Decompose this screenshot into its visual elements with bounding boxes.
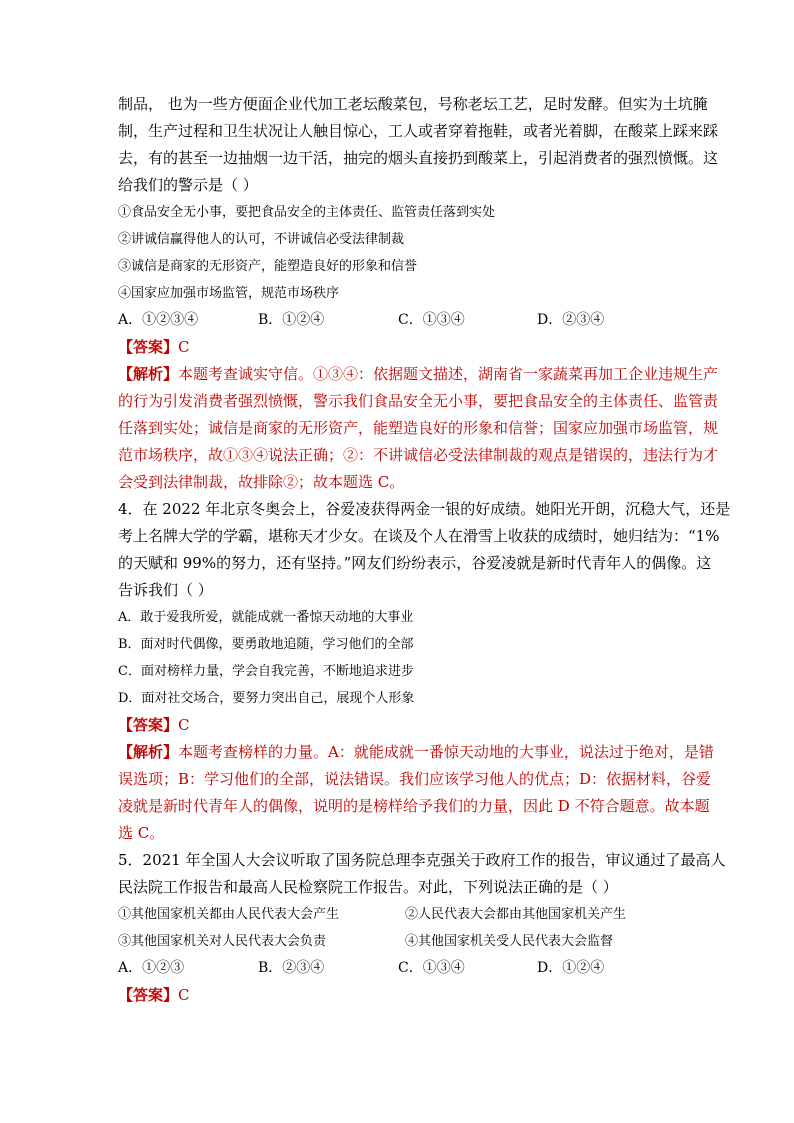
q5-items-row [118,901,688,928]
question-4 [118,496,731,847]
q3-stem-line: 去，有的甚至一边抽烟一边干活，抽完的烟头直接扔到酸菜上，引起消费者的强烈愤慨。这 [118,149,719,167]
q5-stem-line: 民法院工作报告和最高人民检察院工作报告。对此，下列说法正确的是（ ） [118,878,618,896]
q4-analysis-line [118,739,714,766]
q4-stem-line: 告诉我们（ ） [118,581,213,599]
q4-option-d: D．面对社交场合，要努力突出自己，展现个人形象 [118,691,415,706]
question-3 [118,91,719,496]
q3-item-1: ①食品安全无小事，要把食品安全的主体责任、监管责任落到实处 [118,205,496,220]
q3-analysis-line: 范市场秩序，故①③④说法正确；②：不讲诚信必受法律制裁的观点是错误的，违法行为才 [118,446,719,464]
q3-analysis-line: 会受到法律制裁，故排除②；故本题选 C。 [118,473,405,491]
q4-stem-line: 4．在 2022 年北京冬奥会上，谷爱凌获得两金一银的好成绩。她阳光开朗，沉稳大气，还是 [118,500,731,518]
q3-choices [118,307,688,334]
analysis-text: 本题考查榜样的力量。A：就能成就一番惊天动地的大事业，说法过于绝对，是错 [178,743,714,761]
q3-analysis-line: 任落到实处；诚信是商家的无形资产，能塑造良好的形象和信誉；国家应加强市场监管，规 [118,419,719,437]
q3-analysis-line [118,361,719,388]
q3-analysis-line: 的行为引发消费者强烈愤慨，警示我们食品安全无小事，要把食品安全的主体责任、监管责 [118,392,719,410]
q5-choice-b: B．②③④ [258,960,325,976]
q4-analysis-line: 误选项；B：学习他们的全部，说法错误。我们应该学习他人的优点；D：依据材料，谷爱 [118,770,712,788]
q5-item-3: ③其他国家机关对人民代表大会负责 [118,934,327,949]
answer-value: C [178,986,190,1004]
q3-stem-line: 制品， 也为一些方便面企业代加工老坛酸菜包，号称老坛工艺，足时发酵。但实为土坑腌 [118,95,708,113]
q4-answer [118,712,688,739]
q5-answer [118,982,688,1009]
analysis-tag: 【解析】 [118,365,179,383]
answer-tag: 【答案】 [118,338,179,356]
q3-choice-c: C．①③④ [398,312,465,328]
q3-answer [118,334,688,361]
answer-value: C [178,716,190,734]
analysis-text: 本题考查诚实守信。①③④：依据题文描述，湖南省一家蔬菜再加工企业违规生产 [178,365,719,383]
q4-analysis-line: 选 C。 [118,824,165,842]
q3-stem-line: 给我们的警示是（ ） [118,176,258,194]
q3-item-4: ④国家应加强市场监管，规范市场秩序 [118,286,340,301]
q3-choice-d: D．②③④ [537,312,605,328]
answer-tag: 【答案】 [118,986,179,1004]
q5-item-1: ①其他国家机关都由人民代表大会产生 [118,907,340,922]
q3-choice-b: B．①②④ [258,312,325,328]
q5-stem-line: 5．2021 年全国人大会议听取了国务院总理李克强关于政府工作的报告，审议通过了最高人 [118,851,726,869]
q5-item-4: ④其他国家机关受人民代表大会监督 [405,934,614,949]
q4-analysis-line: 凌就是新时代青年人的偶像，说明的是榜样给予我们的力量，因此 D 不符合题意。故本题 [118,797,710,815]
q5-choices [118,955,688,982]
q3-choice-a: A．①②③④ [118,312,199,328]
q4-stem-line: 的天赋和 99%的努力，还有坚持。”网友们纷纷表示，谷爱凌就是新时代青年人的偶像。这 [118,554,712,572]
q4-stem-line: 考上名牌大学的学霸，堪称天才少女。在谈及个人在滑雪上收获的成绩时，她归结为：“1% [118,527,720,545]
q4-option-a: A．敢于爱我所爱，就能成就一番惊天动地的大事业 [118,610,414,625]
analysis-tag: 【解析】 [118,743,179,761]
answer-tag: 【答案】 [118,716,179,734]
q5-choice-a: A．①②③ [118,960,185,976]
q4-option-b: B．面对时代偶像，要勇敢地追随，学习他们的全部 [118,637,414,652]
q3-item-3: ③诚信是商家的无形资产，能塑造良好的形象和信誉 [118,259,418,274]
answer-value: C [178,338,190,356]
q3-stem-line: 制，生产过程和卫生状况让人触目惊心，工人或者穿着拖鞋，或者光着脚，在酸菜上踩来踩 [118,122,719,140]
q5-items-row [118,928,688,955]
q4-option-c: C．面对榜样力量，学会自我完善，不断地追求进步 [118,664,414,679]
document-page [118,91,731,1009]
q5-choice-c: C．①③④ [398,960,465,976]
question-5 [118,847,726,1009]
q5-choice-d: D．①②④ [537,960,605,976]
q5-item-2: ②人民代表大会都由其他国家机关产生 [405,907,627,922]
q3-item-2: ②讲诚信赢得他人的认可，不讲诚信必受法律制裁 [118,232,405,247]
